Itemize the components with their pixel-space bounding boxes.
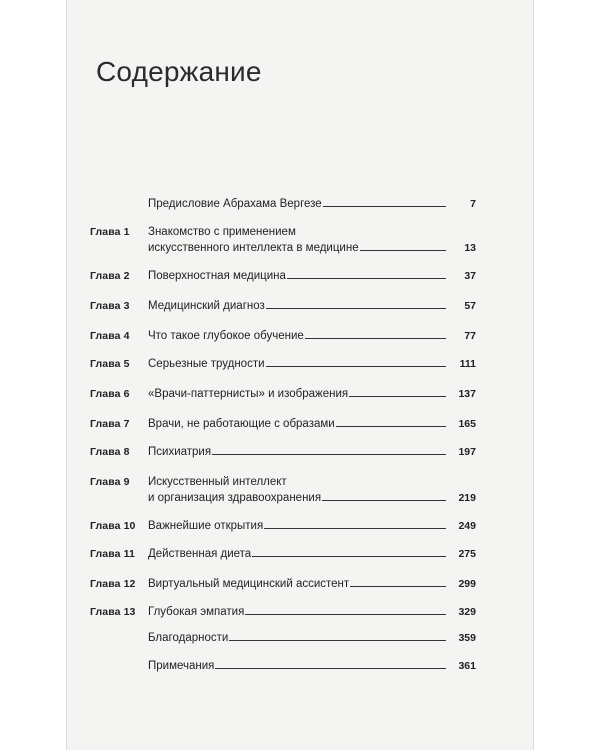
entry-title xyxy=(148,604,448,620)
leader-line xyxy=(305,338,446,339)
entry-title-line: Благодарности xyxy=(148,632,229,644)
page-number: 7 xyxy=(470,198,476,210)
page-number: 249 xyxy=(458,520,476,532)
page-number: 77 xyxy=(464,330,476,342)
chapter-number: Глава 4 xyxy=(90,330,130,342)
entry-title-line: искусственного интеллекта в медицине xyxy=(148,242,359,254)
page-number: 37 xyxy=(464,270,476,282)
entry-title xyxy=(148,658,448,674)
entry-title-line: Искусственный интеллект xyxy=(148,476,287,488)
leader-line xyxy=(215,668,446,669)
entry-title-line: Поверхностная медицина xyxy=(148,270,286,282)
entry-title xyxy=(148,356,448,372)
chapter-number: Глава 7 xyxy=(90,418,130,430)
chapter-number: Глава 6 xyxy=(90,388,130,400)
entry-title-line: Врачи, не работающие с образами xyxy=(148,418,335,430)
entry-title xyxy=(148,444,448,460)
entry-title xyxy=(148,386,448,402)
page-number: 219 xyxy=(458,492,476,504)
entry-title-line: Действенная диета xyxy=(148,548,252,560)
page-number: 57 xyxy=(464,300,476,312)
page-number: 359 xyxy=(458,632,476,644)
entry-title-line: Виртуальный медицинский ассистент xyxy=(148,578,350,590)
leader-line xyxy=(350,586,446,587)
page-number: 299 xyxy=(458,578,476,590)
leader-line xyxy=(245,614,446,615)
entry-title xyxy=(148,196,448,212)
entry-title-line: Медицинский диагноз xyxy=(148,300,265,312)
page-number: 361 xyxy=(458,660,476,672)
entry-title xyxy=(148,328,448,344)
chapter-number: Глава 3 xyxy=(90,300,130,312)
entry-title-line: Серьезные трудности xyxy=(148,358,265,370)
entry-title-line: Предисловие Абрахама Вергезе xyxy=(148,198,322,210)
chapter-number: Глава 2 xyxy=(90,270,130,282)
leader-line xyxy=(287,278,446,279)
chapter-number: Глава 5 xyxy=(90,358,130,370)
entry-title xyxy=(148,474,448,506)
entry-title xyxy=(148,268,448,284)
leader-line xyxy=(322,500,446,501)
chapter-number: Глава 12 xyxy=(90,578,136,590)
entry-title-line: и организация здравоохранения xyxy=(148,492,322,504)
leader-line xyxy=(264,528,446,529)
chapter-number: Глава 8 xyxy=(90,446,130,458)
entry-title xyxy=(148,630,448,646)
entry-title-line: Важнейшие открытия xyxy=(148,520,264,532)
entry-title xyxy=(148,576,448,592)
leader-line xyxy=(349,396,446,397)
entry-title-line: Глубокая эмпатия xyxy=(148,606,245,618)
chapter-number: Глава 11 xyxy=(90,548,135,560)
leader-line xyxy=(266,366,446,367)
page-number: 275 xyxy=(458,548,476,560)
entry-title-line: Знакомство с применением xyxy=(148,226,296,238)
leader-line xyxy=(229,640,446,641)
leader-line xyxy=(336,426,446,427)
entry-title xyxy=(148,546,448,562)
page-title: Содержание xyxy=(96,56,262,87)
chapter-number: Глава 10 xyxy=(90,520,136,532)
chapter-number: Глава 1 xyxy=(90,226,130,238)
page-number: 111 xyxy=(459,358,476,370)
leader-line xyxy=(323,206,446,207)
entry-title-line: Примечания xyxy=(148,660,215,672)
leader-line xyxy=(212,454,446,455)
entry-title-line: Что такое глубокое обучение xyxy=(148,330,304,342)
leader-line xyxy=(266,308,446,309)
entry-title xyxy=(148,224,448,256)
page-number: 165 xyxy=(458,418,476,430)
entry-title xyxy=(148,518,448,534)
chapter-number: Глава 9 xyxy=(90,476,130,488)
entry-title-line: «Врачи-паттернисты» и изображения xyxy=(148,388,349,400)
page-number: 13 xyxy=(464,242,476,254)
leader-line xyxy=(360,250,446,251)
entry-title-line: Психиатрия xyxy=(148,446,212,458)
chapter-number: Глава 13 xyxy=(90,606,136,618)
leader-line xyxy=(252,556,446,557)
page-number: 197 xyxy=(458,446,476,458)
page-number: 329 xyxy=(458,606,476,618)
entry-title xyxy=(148,416,448,432)
entry-title xyxy=(148,298,448,314)
page-number: 137 xyxy=(458,388,476,400)
